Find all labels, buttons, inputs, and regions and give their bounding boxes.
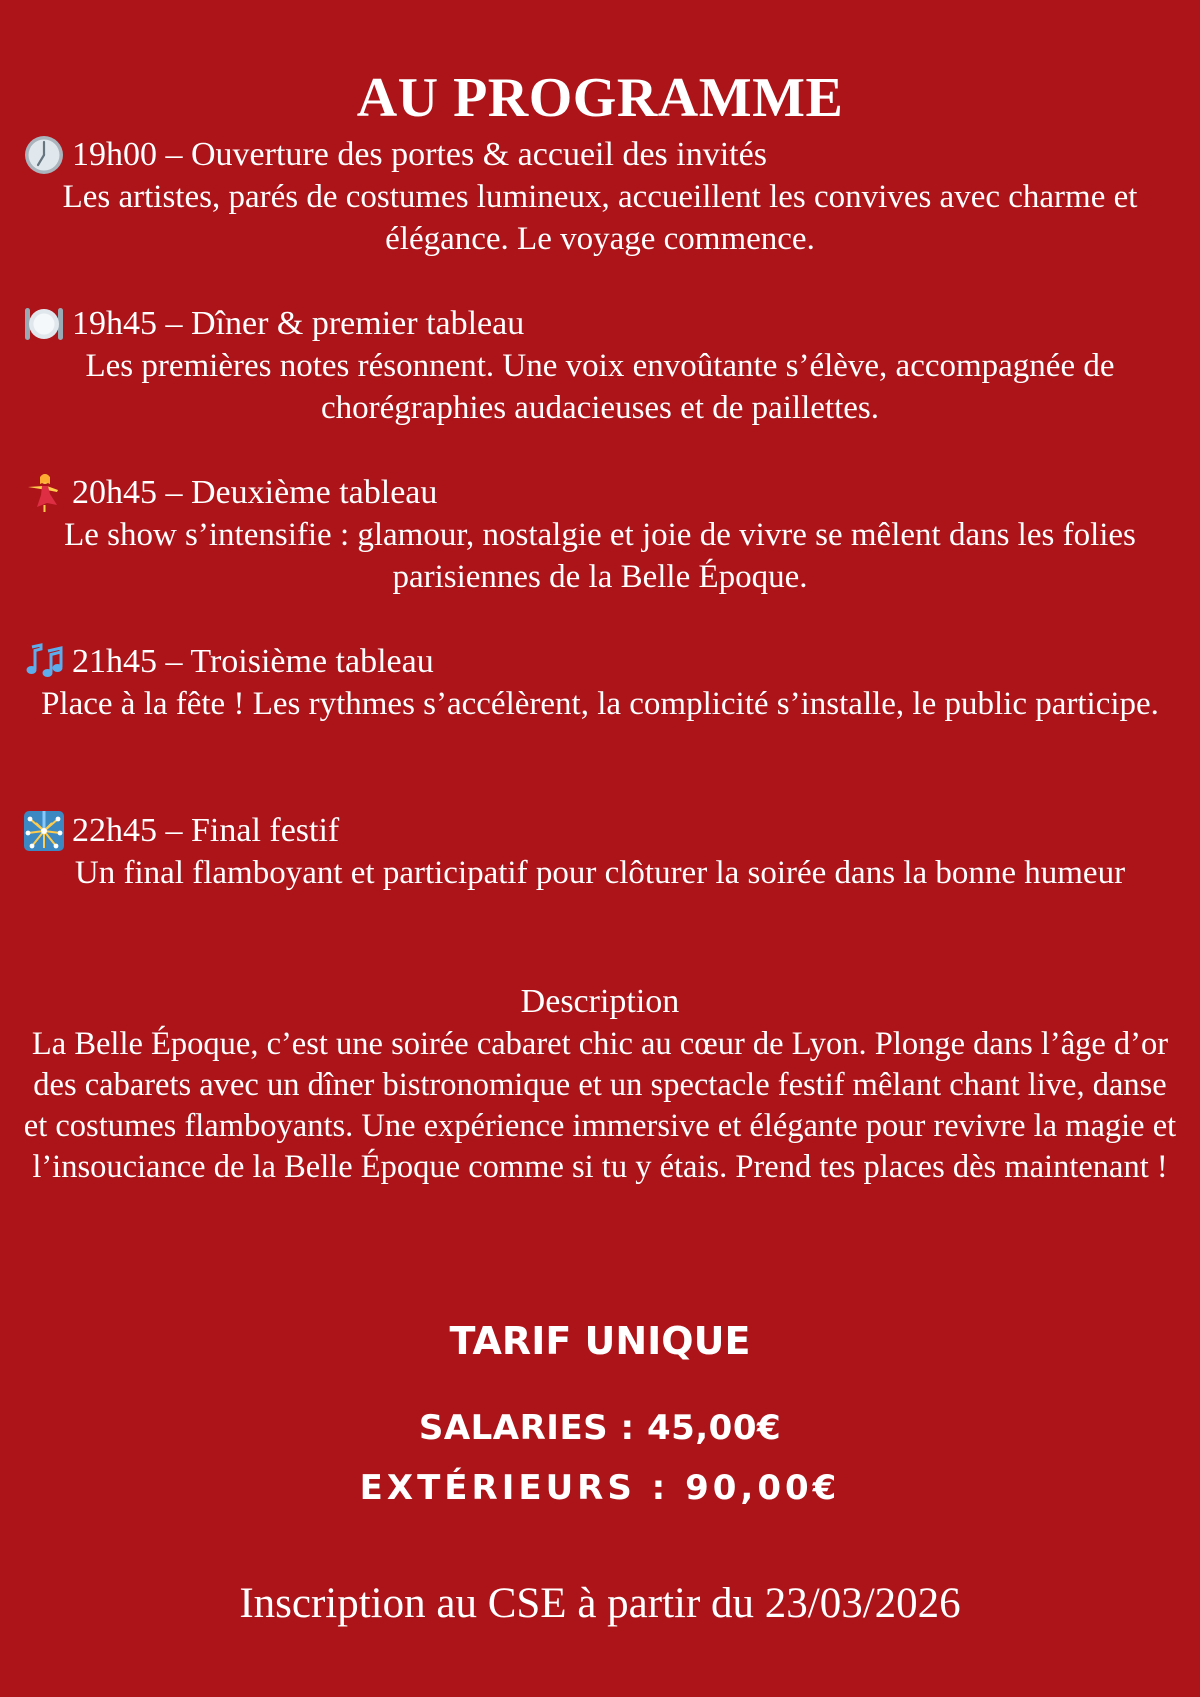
page-title: AU PROGRAMME (356, 66, 844, 129)
schedule-heading-text: 21h45 – Troisième tableau (72, 643, 434, 680)
schedule-heading-text: 19h45 – Dîner & premier tableau (72, 305, 525, 342)
schedule-item-finale (0, 810, 1200, 894)
music-notes-icon (22, 641, 66, 683)
schedule-description: Le show s’intensifie : glamour, nostalgie et joie de vivre se mêlent dans les folies parisiennes de la Belle Époque. (64, 517, 1136, 595)
price-employees: SALARIES : 45,00€ (418, 1408, 782, 1448)
schedule-description: Les premières notes résonnent. Une voix envoûtante s’élève, accompagnée de chorégraphies audacieuses et de paillettes. (85, 348, 1115, 426)
schedule-item-second-act (0, 472, 1200, 598)
clock-seven-icon (22, 134, 66, 176)
schedule-heading-text: 22h45 – Final festif (72, 812, 340, 849)
schedule-heading (0, 641, 1200, 683)
schedule-heading-text: 19h00 – Ouverture des portes & accueil des invités (72, 136, 767, 173)
schedule-heading (0, 810, 1200, 852)
plate-cutlery-icon (22, 303, 66, 345)
schedule-item-third-act (0, 641, 1200, 725)
pricing-title: TARIF UNIQUE (449, 1319, 751, 1363)
schedule-item-dinner (0, 303, 1200, 429)
price-external: EXTÉRIEURS : 90,00€ (359, 1468, 841, 1508)
schedule-description: Un final flamboyant et participatif pour clôturer la soirée dans la bonne humeur (74, 855, 1126, 891)
schedule-heading-text: 20h45 – Deuxième tableau (72, 474, 438, 511)
schedule-heading (0, 134, 1200, 176)
sparkler-icon (22, 810, 66, 852)
dancer-icon (22, 472, 66, 514)
schedule-heading (0, 303, 1200, 345)
description-title: Description (520, 983, 680, 1020)
schedule-description: Les artistes, parés de costumes lumineux, accueillent les convives avec charme et élégance. Le voyage commence. (62, 179, 1138, 257)
schedule-item-opening (0, 134, 1200, 260)
description-body: La Belle Époque, c’est une soirée cabaret chic au cœur de Lyon. Plonge dans l’âge d’or des cabarets avec un dîner bistronomique et un spectacle festif mêlant chant live, danse et costumes flamboyants. Une expérience immersive et élégante pour revivre la magie et l’insouciance de la Belle Époque comme si tu y étais. Prend tes places dès maintenant ! (23, 1026, 1177, 1185)
description-section (0, 980, 1200, 1188)
schedule-heading (0, 472, 1200, 514)
registration-notice: Inscription au CSE à partir du 23/03/2026 (239, 1580, 961, 1627)
schedule-description: Place à la fête ! Les rythmes s’accélèrent, la complicité s’installe, le public participe. (41, 686, 1159, 722)
pricing-section (0, 1318, 1200, 1510)
